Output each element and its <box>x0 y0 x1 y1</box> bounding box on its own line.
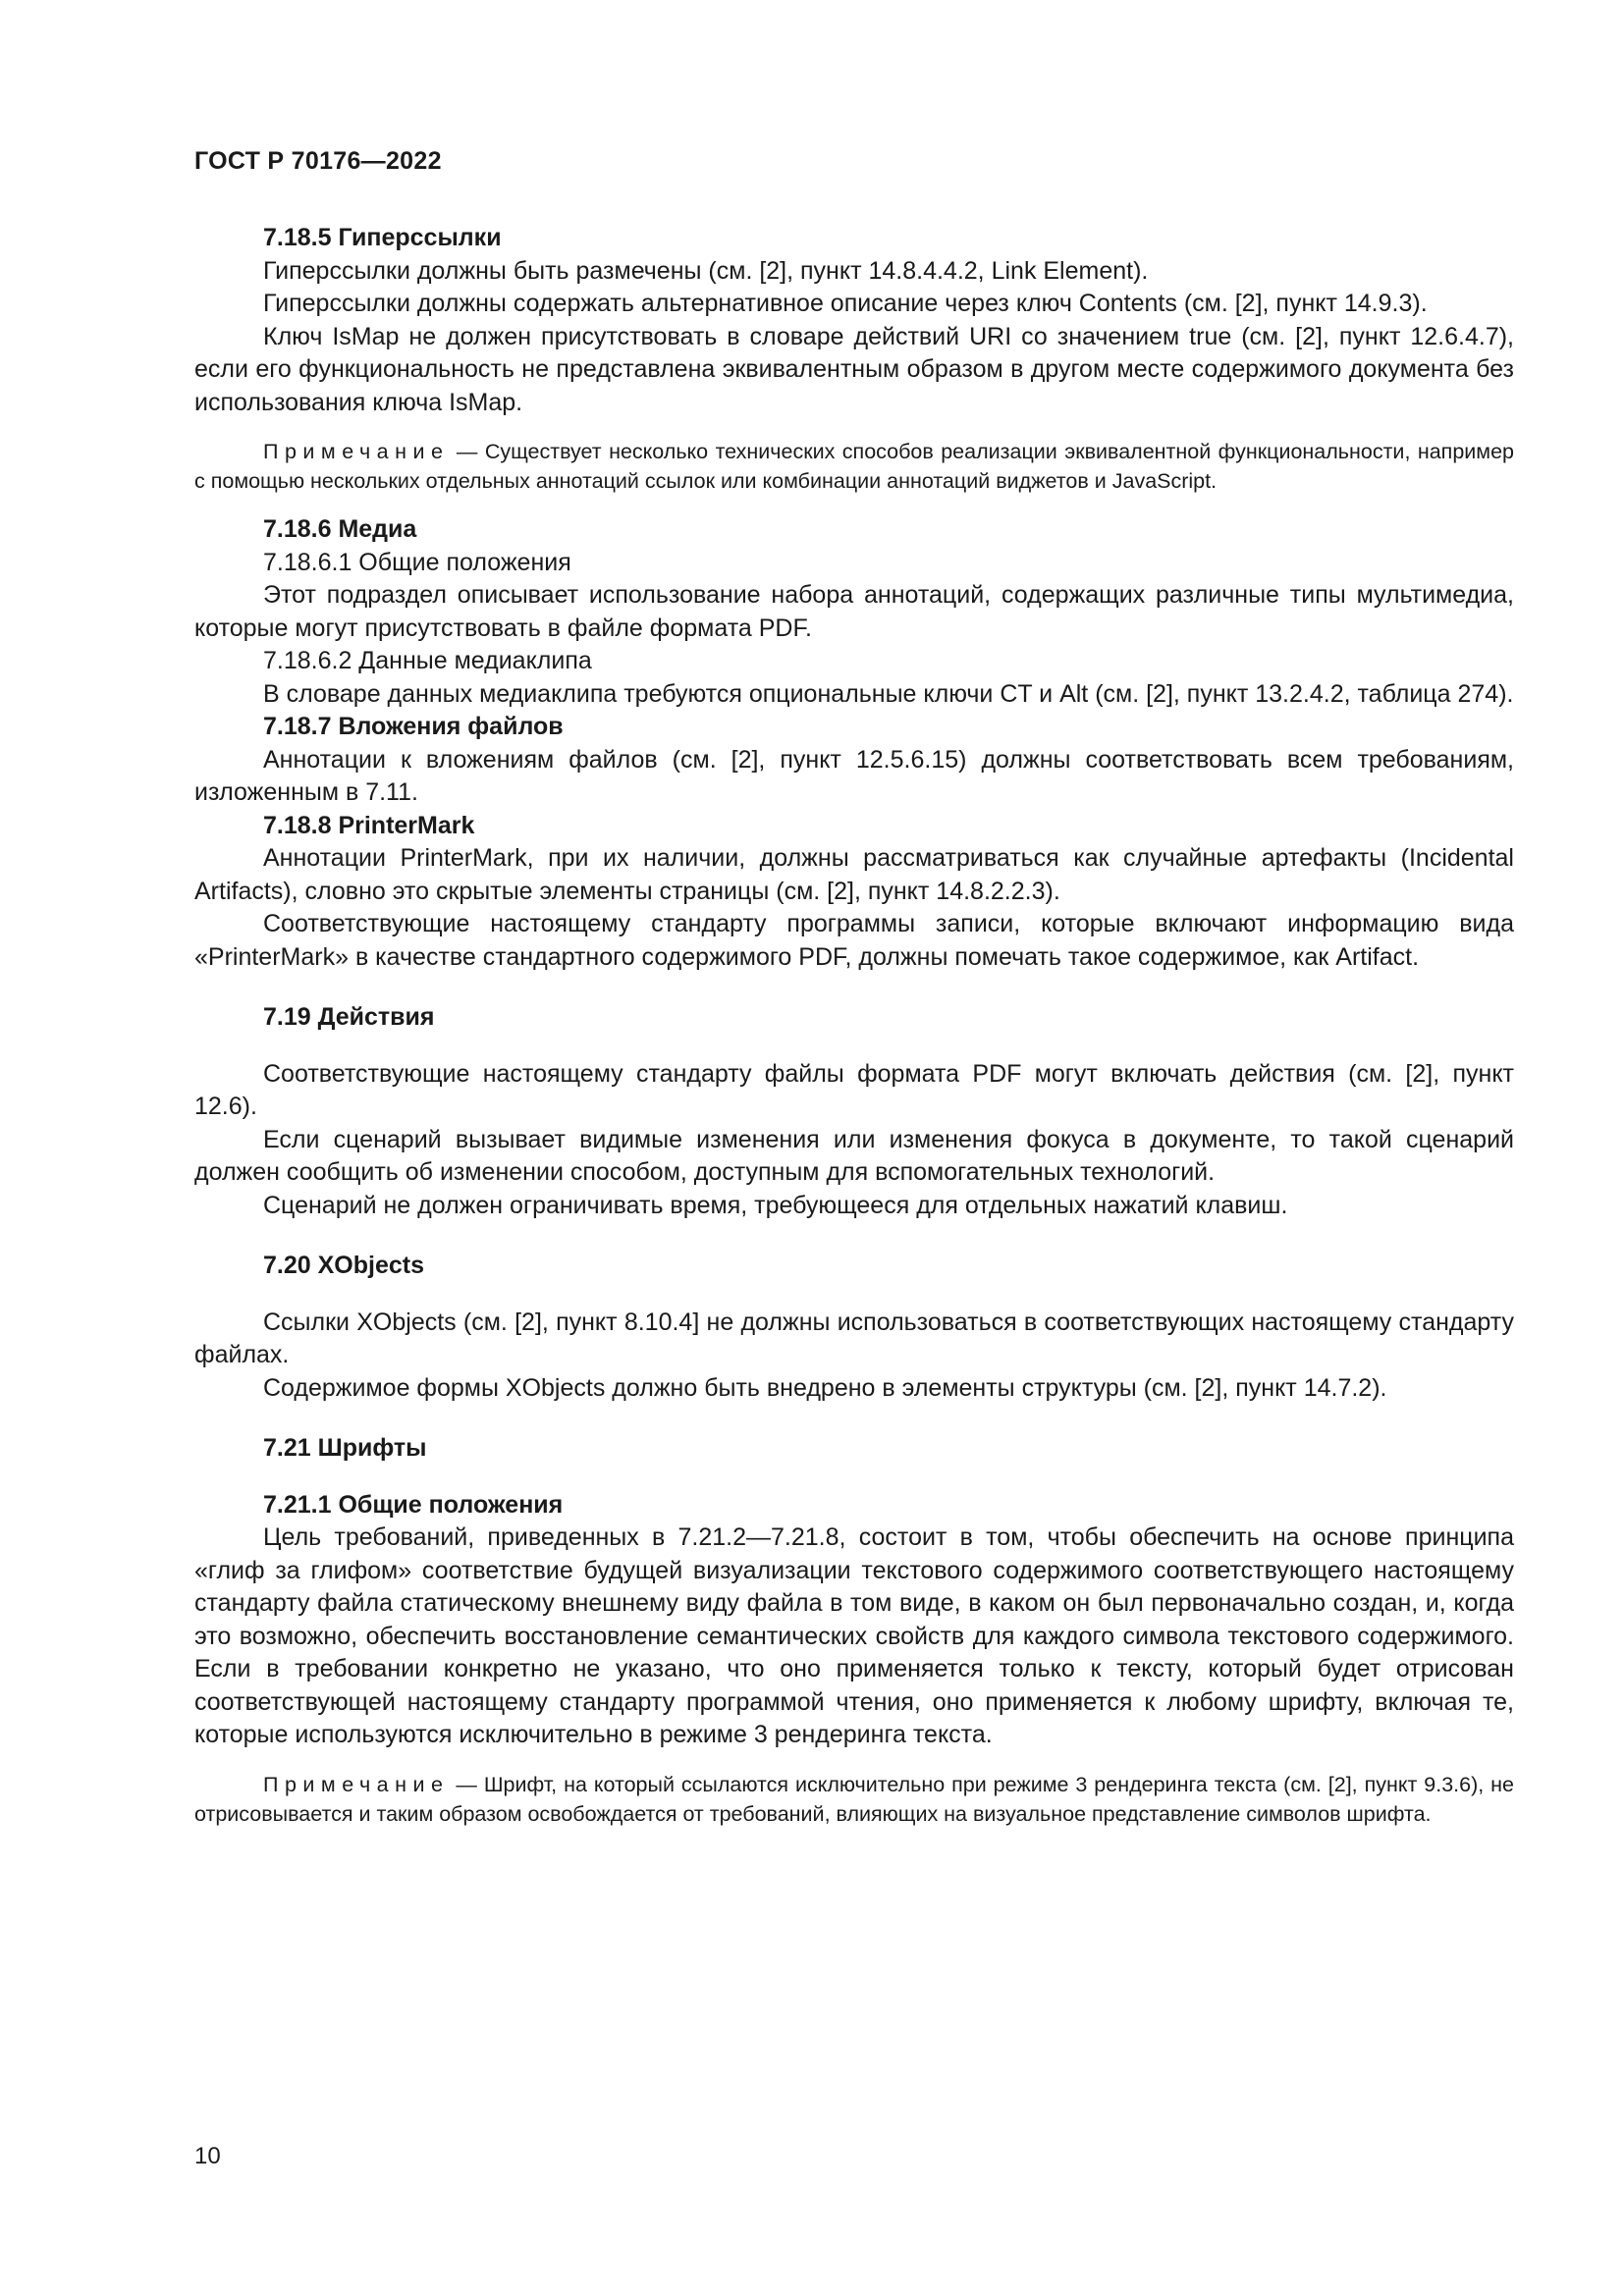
paragraph: Этот подраздел описывает использование набора аннотаций, содержащих различные типы мультимедиа, которые могут присутствовать в файле формата PDF. <box>194 581 1514 642</box>
note-text: — Существует несколько технических способов реализации эквивалентной функциональности, например с помощью нескольких отдельных аннотаций ссылок или комбинации аннотаций виджетов и JavaScript. <box>194 440 1514 493</box>
page-content <box>194 222 1514 1846</box>
heading-7-19: 7.19 Действия <box>263 1003 435 1031</box>
heading-7-18-5: 7.18.5 Гиперссылки <box>263 224 502 251</box>
note-label: Примечание <box>263 440 450 463</box>
paragraph: Ключ IsMap не должен присутствовать в словаре действий URI со значением true (см. [2], пункт 12.6.4.7), если его функциональность не представлена эквивалентным образом в другом месте содержимого документа без использования ключа IsMap. <box>194 322 1514 416</box>
paragraph: Аннотации к вложениям файлов (см. [2], пункт 12.5.6.15) должны соответствовать всем требованиям, изложенным в 7.11. <box>194 745 1514 806</box>
page-number: 10 <box>194 2143 221 2169</box>
subheading-7-18-6-2: 7.18.6.2 Данные медиаклипа <box>263 647 592 674</box>
paragraph: Соответствующие настоящему стандарту программы записи, которые включают информацию вида «PrinterMark» в качестве стандартного содержимого PDF, должны помечать такое содержимое, как Artifact. <box>194 910 1514 971</box>
paragraph: Гиперссылки должны содержать альтернативное описание через ключ Contents (см. [2], пункт 14.9.3). <box>263 290 1428 317</box>
paragraph: Цель требований, приведенных в 7.21.2—7.21.8, состоит в том, чтобы обеспечить на основе принципа «глиф за глифом» соответствие будущей визуализации текстового содержимого соответствующего настоящему стандарту файла статическому внешнему виду файла в том виде, в каком он был первоначально создан, и, когда это возможно, обеспечить восстановление семантических свойств для каждого символа текстового содержимого. Если в требовании конкретно не указано, что оно применяется только к тексту, который будет отрисован соответствующей настоящему стандарту программой чтения, оно применяется к любому шрифту, включая те, которые используются исключительно в режиме 3 рендеринга текста. <box>194 1523 1514 1748</box>
subheading-7-18-6-1: 7.18.6.1 Общие положения <box>263 548 571 576</box>
paragraph: Соответствующие настоящему стандарту файлы формата PDF могут включать действия (см. [2], пункт 12.6). <box>194 1059 1514 1120</box>
heading-7-18-7: 7.18.7 Вложения файлов <box>263 713 564 740</box>
note <box>194 1770 1514 1829</box>
heading-7-21-1: 7.21.1 Общие положения <box>263 1490 564 1519</box>
paragraph: Гиперссылки должны быть размечены (см. [2], пункт 14.8.4.4.2, Link Element). <box>263 256 1149 285</box>
note-label: Примечание <box>263 1772 450 1796</box>
paragraph: Сценарий не должен ограничивать время, требующееся для отдельных нажатий клавиш. <box>263 1191 1288 1219</box>
paragraph: Аннотации PrinterMark, при их наличии, должны рассматриваться как случайные артефакты (Incidental Artifacts), словно это скрытые элементы страницы (см. [2], пункт 14.8.2.2.3). <box>194 844 1514 905</box>
paragraph: В словаре данных медиаклипа требуются опциональные ключи CT и Alt (см. [2], пункт 13.2.4.2, таблица 274). <box>263 679 1514 708</box>
paragraph: Содержимое формы XObjects должно быть внедрено в элементы структуры (см. [2], пункт 14.7.2). <box>263 1373 1387 1402</box>
heading-7-21: 7.21 Шрифты <box>263 1434 427 1462</box>
heading-7-20: 7.20 XObjects <box>263 1252 424 1279</box>
heading-7-18-8: 7.18.8 PrinterMark <box>263 811 475 839</box>
heading-7-18-6: 7.18.6 Медиа <box>263 515 417 543</box>
note-text: — Шрифт, на который ссылаются исключительно при режиме 3 рендеринга текста (см. [2], пункт 9.3.6), не отрисовывается и таким образом освобождается от требований, влияющих на визуальное представление символов шрифта. <box>194 1772 1514 1826</box>
paragraph: Ссылки XObjects (см. [2], пункт 8.10.4] не должны использоваться в соответствующих настоящему стандарту файлах. <box>194 1308 1514 1368</box>
note <box>194 437 1514 496</box>
standard-header: ГОСТ Р 70176—2022 <box>194 147 442 175</box>
paragraph: Если сценарий вызывает видимые изменения или изменения фокуса в документе, то такой сценарий должен сообщить об изменении способом, доступным для вспомогательных технологий. <box>194 1125 1514 1186</box>
